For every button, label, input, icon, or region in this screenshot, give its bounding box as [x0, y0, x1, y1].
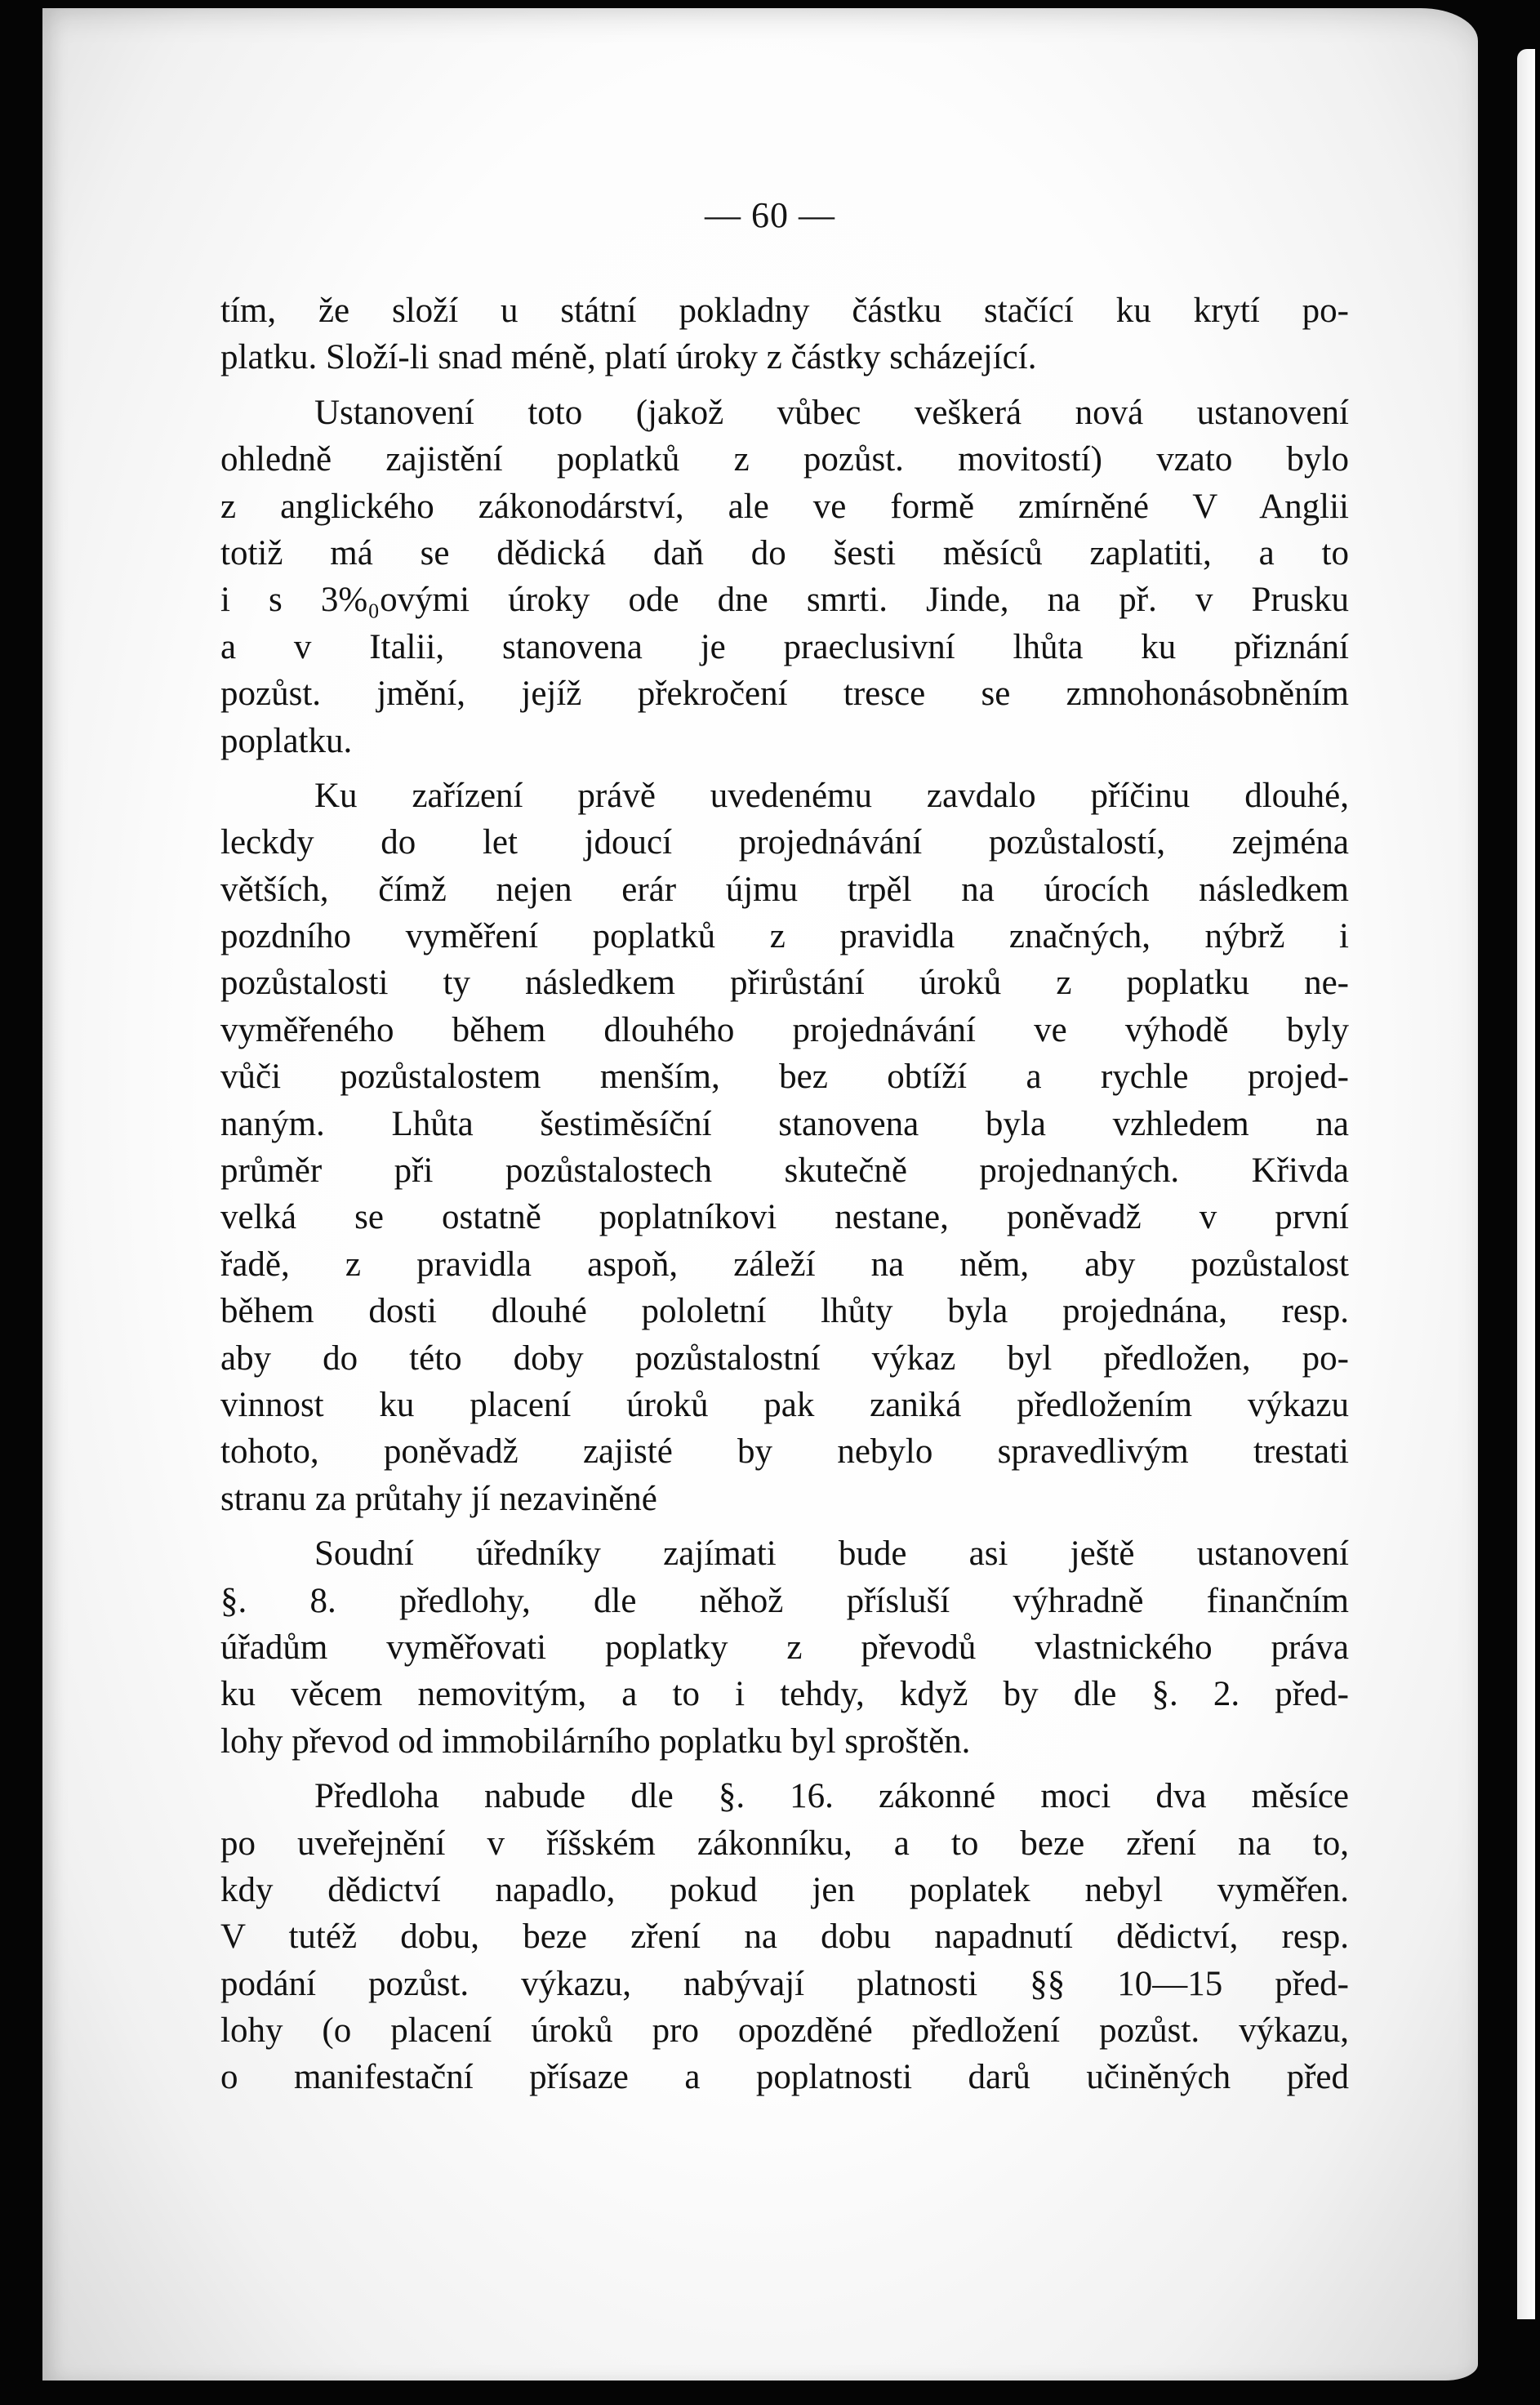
text-line: úřadům vyměřovati poplatky z převodů vlastnického práva	[220, 1628, 1349, 1667]
page-edge-strip	[1517, 49, 1535, 2319]
text-line: vyměřeného během dlouhého projednávání ve výhodě byly	[220, 1010, 1349, 1049]
text-line: V tutéž dobu, beze zření na dobu napadnutí dědictví, resp.	[220, 1917, 1349, 1957]
text-line: §. 8. předlohy, dle něhož přísluší výhradně finančním	[220, 1581, 1349, 1620]
text-line: pozůstalosti ty následkem přirůstání úroků z poplatku ne-	[220, 964, 1349, 1003]
text-line: Soudní úředníky zajímati bude asi ještě ustanovení	[314, 1534, 1349, 1574]
text-line: leckdy do let jdoucí projednávání pozůstalostí, zejména	[220, 823, 1349, 862]
text-line: a v Italii, stanovena je praeclusivní lhůta ku přiznání	[220, 627, 1349, 666]
text-line: Předloha nabude dle §. 16. zákonné moci dva měsíce	[314, 1777, 1349, 1816]
text-line: lohy (o placení úroků pro opozděné předložení pozůst. výkazu,	[220, 2011, 1349, 2051]
paragraph-4	[220, 1530, 1349, 1765]
text-line: kdy dědictví napadlo, pokud jen poplatek nebyl vyměřen.	[220, 1870, 1349, 1909]
text-line: platku. Složí-li snad méně, platí úroky z částky scházející.	[220, 338, 1037, 377]
text-line: pozdního vyměření poplatků z pravidla značných, nýbrž i	[220, 917, 1349, 956]
text-line: aby do této doby pozůstalostní výkaz byl předložen, po-	[220, 1338, 1349, 1378]
text-line: pozůst. jmění, jejíž překročení tresce se zmnohonásobněním	[220, 675, 1349, 714]
text-line: poplatku.	[220, 721, 353, 760]
text-line: během dosti dlouhé pololetní lhůty byla projednána, resp.	[220, 1292, 1349, 1331]
text-line: ku věcem nemovitým, a to i tehdy, když by dle §. 2. před-	[220, 1675, 1349, 1714]
paragraph-5	[220, 1773, 1349, 2101]
paragraph-2	[220, 390, 1349, 764]
text-line: Ustanovení toto (jakož vůbec veškerá nová ustanovení	[314, 393, 1349, 432]
text-line: lohy převod od immobilárního poplatku byl sproštěn.	[220, 1721, 971, 1761]
text-line: průměr při pozůstalostech skutečně projednaných. Křivda	[220, 1151, 1349, 1191]
paragraph-1	[220, 287, 1349, 381]
text-line: podání pozůst. výkazu, nabývají platnosti §§ 10—15 před-	[220, 1964, 1349, 2003]
text-line: totiž má se dědická daň do šesti měsíců zaplatiti, a to	[220, 533, 1349, 572]
text-line: velká se ostatně poplatníkovi nestane, poněvadž v první	[220, 1198, 1349, 1237]
text-line: naným. Lhůta šestiměsíční stanovena byla vzhledem na	[220, 1104, 1349, 1143]
text-line: větších, čímž nejen erár újmu trpěl na úrocích následkem	[220, 870, 1349, 909]
text-line: i s 3%₀ovými úroky ode dne smrti. Jinde, na př. v Prusku	[220, 581, 1349, 620]
text-line: po uveřejnění v říšském zákonníku, a to beze zření na to,	[220, 1824, 1349, 1863]
text-line: tím, že složí u státní pokladny částku stačící ku krytí po-	[220, 292, 1349, 330]
text-line: stranu za průtahy jí nezaviněné	[220, 1479, 657, 1518]
text-line: z anglického zákonodárství, ale ve formě zmírněné V Anglii	[220, 487, 1349, 526]
text-line: vinnost ku placení úroků pak zaniká předložením výkazu	[220, 1385, 1349, 1424]
page-number: — 60 —	[705, 195, 835, 235]
page-body-text	[220, 287, 1349, 2109]
text-line: řadě, z pravidla aspoň, záleží na něm, aby pozůstalost	[220, 1245, 1349, 1284]
text-line: Ku zařízení právě uvedenému zavdalo příčinu dlouhé,	[314, 776, 1349, 815]
text-line: o manifestační přísaze a poplatnosti darů učiněných před	[220, 2058, 1349, 2097]
text-line: vůči pozůstalostem menším, bez obtíží a rychle projed-	[220, 1058, 1349, 1097]
paragraph-3	[220, 773, 1349, 1522]
text-line: ohledně zajistění poplatků z pozůst. movitostí) vzato bylo	[220, 440, 1349, 479]
text-line: tohoto, poněvadž zajisté by nebylo spravedlivým trestati	[220, 1432, 1349, 1472]
